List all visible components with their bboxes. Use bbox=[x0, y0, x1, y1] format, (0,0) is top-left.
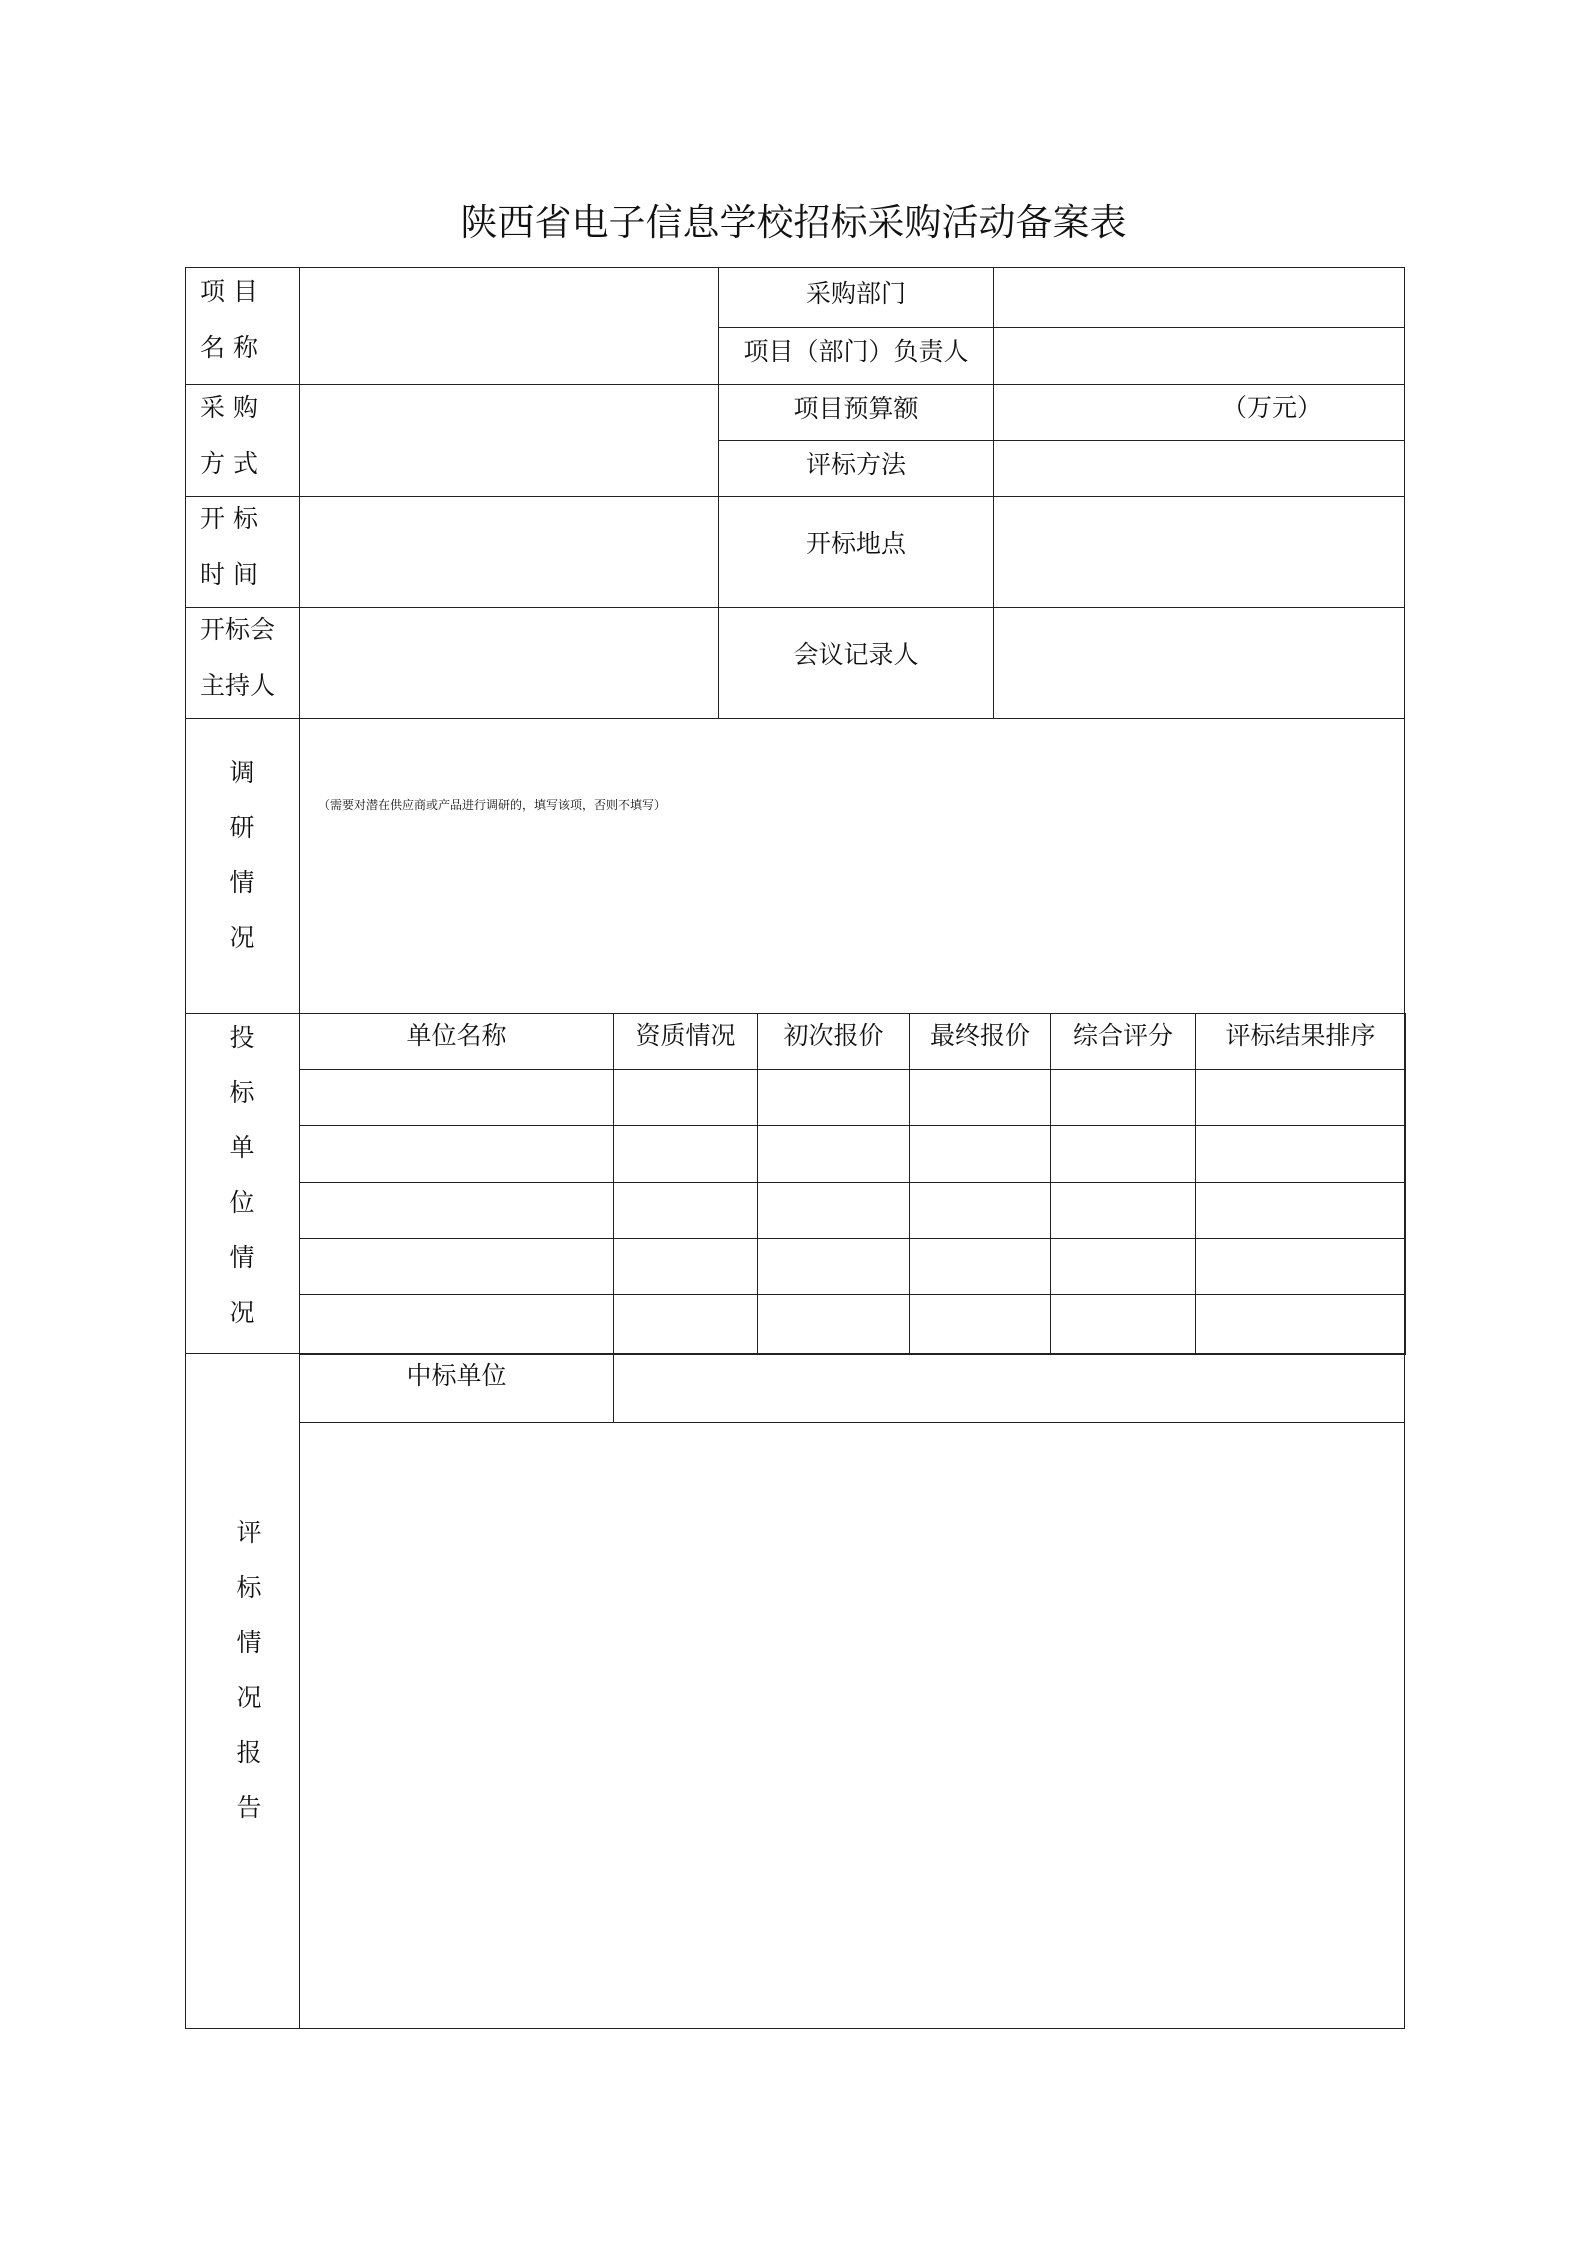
bidder-cell[interactable] bbox=[299, 1294, 614, 1355]
bidder-cell[interactable] bbox=[757, 1238, 910, 1295]
bidder-cell[interactable] bbox=[1050, 1182, 1196, 1239]
bidder-cell[interactable] bbox=[299, 1238, 614, 1295]
bidder-cell[interactable] bbox=[909, 1125, 1051, 1183]
open-place-label: 开标地点 bbox=[718, 496, 994, 608]
method-label-2: 方 式 bbox=[200, 449, 258, 478]
budget-field[interactable] bbox=[993, 384, 1405, 441]
project-lead-label: 项目（部门）负责人 bbox=[718, 327, 994, 385]
eval-method-label: 评标方法 bbox=[718, 440, 994, 497]
bidder-cell[interactable] bbox=[757, 1182, 910, 1239]
bidder-header: 综合评分 bbox=[1050, 1013, 1196, 1070]
bidder-cell[interactable] bbox=[909, 1294, 1051, 1355]
bidders-label-char: 情 bbox=[229, 1243, 255, 1272]
eval-method-field[interactable] bbox=[993, 440, 1405, 497]
winner-field[interactable] bbox=[613, 1353, 1405, 1423]
host-field[interactable] bbox=[299, 607, 719, 719]
bidder-header: 最终报价 bbox=[909, 1013, 1051, 1070]
open-time-field[interactable] bbox=[299, 496, 719, 608]
bidder-header: 评标结果排序 bbox=[1195, 1013, 1406, 1070]
report-label-char: 况 bbox=[236, 1683, 262, 1712]
method-field[interactable] bbox=[299, 384, 719, 497]
bidder-cell[interactable] bbox=[299, 1182, 614, 1239]
page-title: 陕西省电子信息学校招标采购活动备案表 bbox=[460, 201, 1127, 244]
method-label-1: 采 购 bbox=[200, 393, 258, 422]
bidders-label-char: 单 bbox=[229, 1133, 255, 1162]
bidder-cell[interactable] bbox=[1195, 1125, 1406, 1183]
open-time-label-2: 时 间 bbox=[200, 560, 258, 589]
bidder-cell[interactable] bbox=[909, 1182, 1051, 1239]
purchase-dept-label: 采购部门 bbox=[718, 267, 994, 328]
bidder-cell[interactable] bbox=[1195, 1238, 1406, 1295]
bidders-label-char: 投 bbox=[229, 1023, 255, 1052]
research-label-char: 调 bbox=[229, 758, 255, 787]
recorder-field[interactable] bbox=[993, 607, 1405, 719]
bidder-cell[interactable] bbox=[613, 1294, 758, 1355]
host-label-2: 主持人 bbox=[200, 671, 276, 700]
bidders-label-char: 况 bbox=[229, 1298, 255, 1327]
bidder-cell[interactable] bbox=[613, 1125, 758, 1183]
open-time-label-1: 开 标 bbox=[200, 504, 258, 533]
bidder-cell[interactable] bbox=[757, 1069, 910, 1126]
report-label-char: 报 bbox=[236, 1738, 262, 1767]
bidder-cell[interactable] bbox=[299, 1069, 614, 1126]
host-label-1: 开标会 bbox=[200, 615, 276, 644]
research-field[interactable] bbox=[299, 718, 1405, 1014]
research-label-char: 研 bbox=[229, 813, 255, 842]
bidder-header: 初次报价 bbox=[757, 1013, 910, 1070]
research-note: （需要对潜在供应商或产品进行调研的，填写该项，否则不填写） bbox=[318, 798, 667, 812]
bidders-label-char: 位 bbox=[229, 1188, 255, 1217]
report-label-char: 标 bbox=[236, 1573, 262, 1602]
bidder-cell[interactable] bbox=[757, 1125, 910, 1183]
bidder-cell[interactable] bbox=[1050, 1125, 1196, 1183]
recorder-label: 会议记录人 bbox=[718, 607, 994, 719]
budget-unit: （万元） bbox=[1222, 393, 1323, 422]
project-name-label-2: 名 称 bbox=[200, 333, 258, 362]
bidder-cell[interactable] bbox=[613, 1069, 758, 1126]
bidder-cell[interactable] bbox=[909, 1238, 1051, 1295]
report-label-char: 情 bbox=[236, 1628, 262, 1657]
project-lead-field[interactable] bbox=[993, 327, 1405, 385]
bidder-cell[interactable] bbox=[613, 1238, 758, 1295]
open-place-field[interactable] bbox=[993, 496, 1405, 608]
report-field[interactable] bbox=[299, 1422, 1405, 2029]
bidder-cell[interactable] bbox=[909, 1069, 1051, 1126]
bidder-cell[interactable] bbox=[299, 1125, 614, 1183]
bidder-cell[interactable] bbox=[613, 1182, 758, 1239]
project-name-field[interactable] bbox=[299, 267, 719, 385]
report-label-char: 评 bbox=[236, 1518, 262, 1547]
bidder-cell[interactable] bbox=[1195, 1294, 1406, 1355]
bidder-cell[interactable] bbox=[1050, 1069, 1196, 1126]
bidder-cell[interactable] bbox=[1195, 1069, 1406, 1126]
bidder-header: 单位名称 bbox=[299, 1013, 614, 1070]
project-name-label-1: 项 目 bbox=[200, 277, 258, 306]
winner-label: 中标单位 bbox=[299, 1353, 614, 1423]
research-label-char: 情 bbox=[229, 868, 255, 897]
purchase-dept-field[interactable] bbox=[993, 267, 1405, 328]
bidder-cell[interactable] bbox=[1050, 1294, 1196, 1355]
bidder-cell[interactable] bbox=[1050, 1238, 1196, 1295]
budget-label: 项目预算额 bbox=[718, 384, 994, 441]
bidder-header: 资质情况 bbox=[613, 1013, 758, 1070]
research-label-char: 况 bbox=[229, 923, 255, 952]
report-label-char: 告 bbox=[236, 1793, 262, 1822]
bidders-label-char: 标 bbox=[229, 1078, 255, 1107]
bidder-cell[interactable] bbox=[1195, 1182, 1406, 1239]
bidder-cell[interactable] bbox=[757, 1294, 910, 1355]
